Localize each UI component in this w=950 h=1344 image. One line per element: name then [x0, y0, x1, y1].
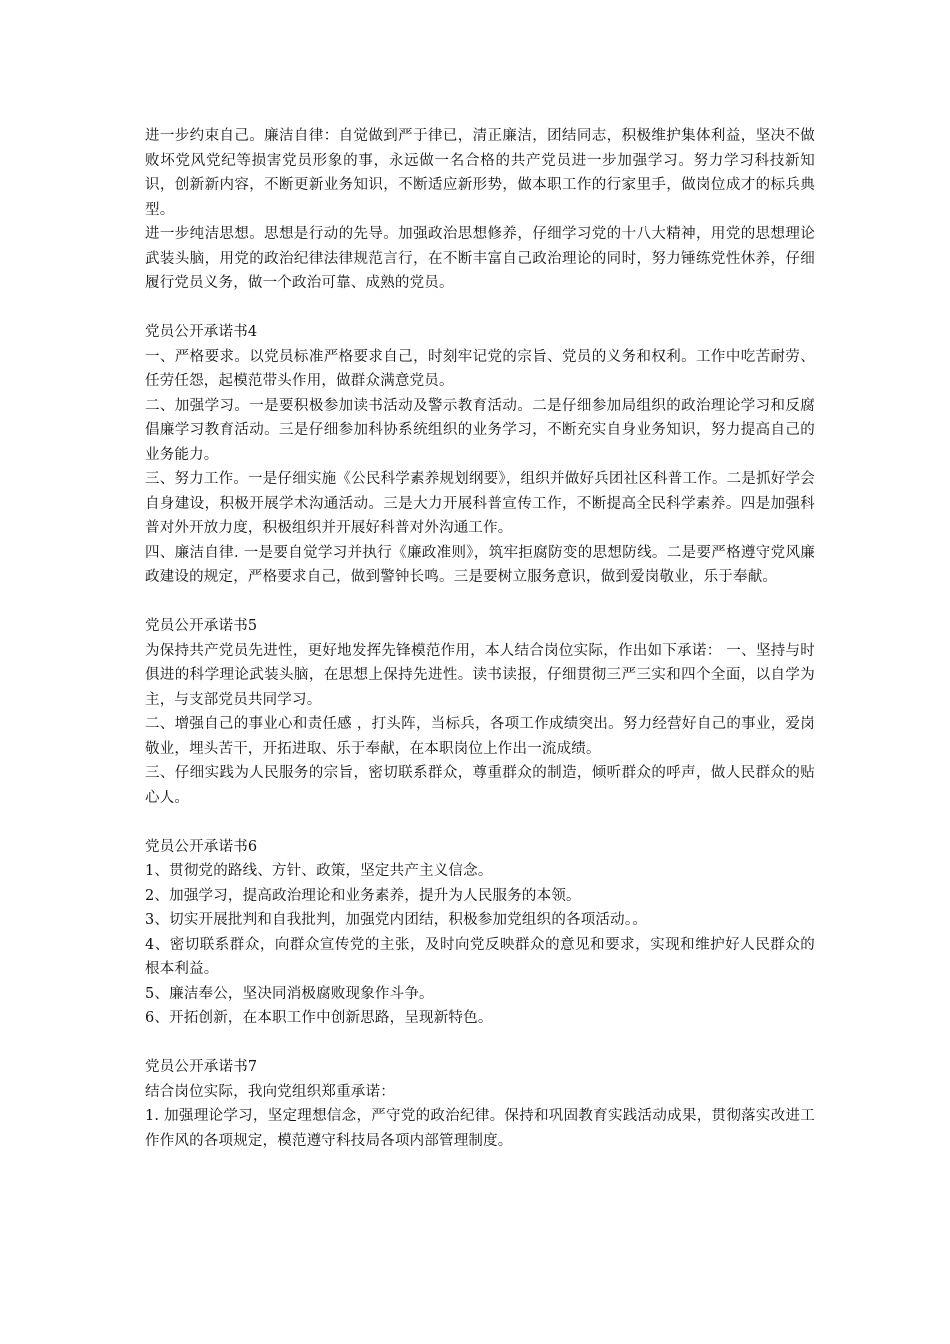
section-title: 党员公开承诺书5: [145, 618, 258, 634]
paragraph: 四、廉洁自律. 一是要自觉学习并执行《廉政准则》，筑牢拒腐防变的思想防线。二是要严格遵守党风廉政建设的规定，严格要求自己，做到警钟长鸣。三是要树立服务意识，做到爱岗敬业，乐于奉献。: [145, 544, 815, 585]
list-item: 4、密切联系群众，向群众宣传党的主张，及时向党反映群众的意见和要求，实现和维护好人民群众的根本利益。: [145, 936, 815, 977]
list-item: 1、贯彻党的路线、方针、政策，坚定共产主义信念。: [145, 863, 493, 879]
document-body: [145, 124, 815, 1153]
intro-block: [145, 124, 815, 296]
paragraph: 1. 加强理论学习，坚定理想信念，严守党的政治纪律。保持和巩固教育实践活动成果，贯彻落实改进工作作风的各项规定，模范遵守科技局各项内部管理制度。: [145, 1108, 815, 1149]
list-item: 6、开拓创新，在本职工作中创新思路，呈现新特色。: [145, 1010, 493, 1026]
paragraph: 三、努力工作。一是仔细实施《公民科学素养规划纲要》，组织并做好兵团社区科普工作。二是抓好学会自身建设，积极开展学术沟通活动。三是大力开展科普宣传工作，不断提高全民科学素养。四是加强科普对外开放力度，积极组织并开展好科普对外沟通工作。: [145, 471, 815, 536]
paragraph: 进一步约束自己。廉洁自律：自觉做到严于律已，清正廉洁，团结同志，积极维护集体利益，坚决不做败坏党风党纪等损害党员形象的事，永远做一名合格的共产党员进一步加强学习。努力学习科技新知识，创新新内容，不断更新业务知识，不断适应新形势，做本职工作的行家里手，做岗位成才的标兵典型。: [145, 128, 815, 218]
list-item: 2、加强学习，提高政治理论和业务素养，提升为人民服务的本领。: [145, 887, 581, 904]
section-commitment-4: [145, 320, 815, 590]
paragraph: 一、严格要求。以党员标准严格要求自己，时刻牢记党的宗旨、党员的义务和权利。工作中吃苦耐劳、任劳任怨，起模范带头作用，做群众满意党员。: [145, 348, 815, 389]
paragraph: 二、增强自己的事业心和责任感 ，打头阵，当标兵，各项工作成绩突出。努力经营好自己的事业，爱岗敬业，埋头苦干，开拓进取、乐于奉献，在本职岗位上作出一流成绩。: [145, 716, 815, 757]
paragraph: 为保持共产党员先进性，更好地发挥先锋模范作用，本人结合岗位实际，作出如下承诺： 一、坚持与时俱进的科学理论武装头脑，在思想上保持先进性。读书读报，仔细贯彻三严三实和四个全面，以自学为主，与支部党员共同学习。: [145, 642, 815, 708]
paragraph: 进一步纯洁思想。思想是行动的先导。加强政治思想修养，仔细学习党的十八大精神，用党的思想理论武装头脑，用党的政治纪律法律规范言行，在不断丰富自己政治理论的同时，努力锤练党性休养，仔细履行党员义务，做一个政治可靠、成熟的党员。: [145, 226, 815, 291]
paragraph: 二、加强学习。一是要积极参加读书活动及警示教育活动。二是仔细参加局组织的政治理论学习和反腐倡廉学习教育活动。三是仔细参加科协系统组织的业务学习，不断充实自身业务知识，努力提高自己的业务能力。: [145, 397, 815, 463]
paragraph: 三、仔细实践为人民服务的宗旨，密切联系群众，尊重群众的制造，倾听群众的呼声，做人民群众的贴心人。: [145, 765, 815, 806]
section-title: 党员公开承诺书4: [145, 324, 258, 340]
list-item: 3、切实开展批判和自我批判，加强党内团结，积极参加党组织的各项活动。。: [145, 912, 647, 928]
section-title: 党员公开承诺书7: [145, 1059, 258, 1075]
section-commitment-7: [145, 1055, 815, 1153]
section-title: 党员公开承诺书6: [145, 838, 258, 855]
section-commitment-6: [145, 835, 815, 1031]
section-commitment-5: [145, 614, 815, 810]
list-item: 5、廉洁奉公，坚决同消极腐败现象作斗争。: [145, 985, 434, 1002]
paragraph: 结合岗位实际，我向党组织郑重承诺：: [145, 1083, 395, 1100]
